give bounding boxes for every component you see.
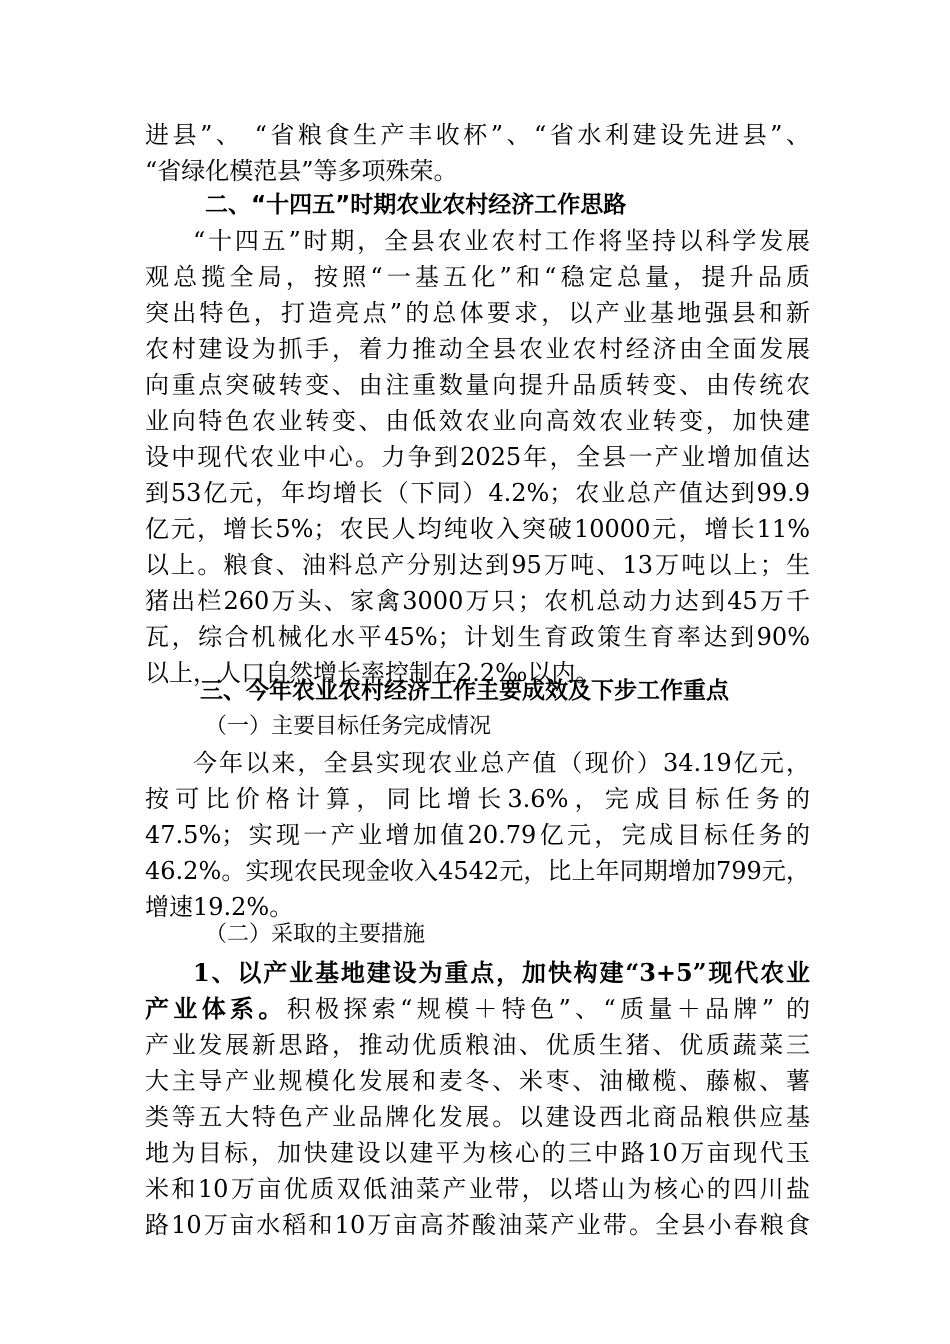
text-line: 设中现代农业中心。力争到2025年，全县一产业增加值达 bbox=[145, 443, 810, 471]
text-line: 猪出栏260万头、家禽3000万只；农机总动力达到45万千 bbox=[145, 587, 810, 615]
heading-text: 二、“十四五”时期农业农村经济工作思路 bbox=[205, 192, 627, 218]
text-line: 路10万亩水稻和10万亩高芥酸油菜产业带。全县小春粮食 bbox=[145, 1211, 810, 1239]
heading-text: 三、今年农业农村经济工作主要成效及下步工作重点 bbox=[200, 678, 729, 704]
text-line: 地为目标，加快建设以建平为核心的三中路10万亩现代玉 bbox=[145, 1139, 810, 1167]
text-line: 以上，人口自然增长率控制在2.2‰以内。 bbox=[145, 659, 600, 687]
section-heading-two bbox=[145, 187, 810, 223]
text-line: 47.5%；实现一产业增加值20.79亿元，完成目标任务的 bbox=[145, 821, 810, 849]
text-line: 向重点突破转变、由注重数量向提升品质转变、由传统农 bbox=[145, 371, 810, 399]
text-line: 到53亿元，年均增长（下同）4.2%；农业总产值达到99.9 bbox=[145, 479, 810, 507]
text-line: 产业发展新思路，推动优质粮油、优质生猪、优质蔬菜三 bbox=[145, 1031, 810, 1059]
paragraph-plan bbox=[145, 223, 810, 691]
text-line: 进县”、 “省粮食生产丰收杯”、“省水利建设先进县”、 bbox=[145, 121, 810, 149]
text-line: 今年以来，全县实现农业总产值（现价）34.19亿元， bbox=[193, 749, 810, 777]
text-line: 业向特色农业转变、由低效农业向高效农业转变，加快建 bbox=[145, 407, 810, 435]
text-line: 按可比价格计算，同比增长3.6%，完成目标任务的 bbox=[145, 785, 810, 813]
text-line: 农村建设为抓手，着力推动全县农业农村经济由全面发展 bbox=[145, 335, 810, 363]
text-run: 积极探索“规模＋特色”、“质量＋品牌” 的 bbox=[286, 995, 810, 1023]
text-line: 类等五大特色产业品牌化发展。以建设西北商品粮供应基 bbox=[145, 1103, 810, 1131]
text-line: 以上。粮食、油料总产分别达到95万吨、13万吨以上；生 bbox=[145, 551, 810, 579]
text-line-bold: 1、以产业基地建设为重点，加快构建“3+5”现代农业 bbox=[193, 958, 810, 987]
paragraph-measures bbox=[145, 955, 810, 1243]
text-line: 米和10万亩优质双低油菜产业带，以塔山为核心的四川盐 bbox=[145, 1175, 810, 1203]
text-line-mixed bbox=[145, 991, 810, 1027]
text-line: “十四五”时期，全县农业农村工作将坚持以科学发展 bbox=[193, 227, 810, 255]
text-line: 瓦，综合机械化水平45%；计划生育政策生育率达到90% bbox=[145, 623, 810, 651]
text-line: 亿元，增长5%；农民人均纯收入突破10000元，增长11% bbox=[145, 515, 810, 543]
text-line: 大主导产业规模化发展和麦冬、米枣、油橄榄、藤椒、薯 bbox=[145, 1067, 810, 1095]
subheading-text: （一）主要目标任务完成情况 bbox=[205, 714, 492, 739]
text-line: 突出特色，打造亮点”的总体要求，以产业基地强县和新 bbox=[145, 299, 810, 327]
subheading-targets bbox=[145, 709, 810, 745]
paragraph-honors bbox=[145, 117, 810, 189]
subheading-measures bbox=[145, 917, 810, 953]
text-line: 观总揽全局，按照“一基五化”和“稳定总量，提升品质 bbox=[145, 263, 810, 291]
text-line: 46.2%。实现农民现金收入4542元，比上年同期增加799元， bbox=[145, 857, 810, 885]
subheading-text: （二）采取的主要措施 bbox=[205, 922, 426, 947]
text-line: “省绿化模范县”等多项殊荣。 bbox=[145, 157, 458, 185]
bold-lead: 产业体系。 bbox=[145, 994, 287, 1023]
text-line: 增速19.2%。 bbox=[145, 893, 294, 921]
paragraph-targets bbox=[145, 745, 810, 925]
section-heading-three bbox=[145, 673, 810, 709]
